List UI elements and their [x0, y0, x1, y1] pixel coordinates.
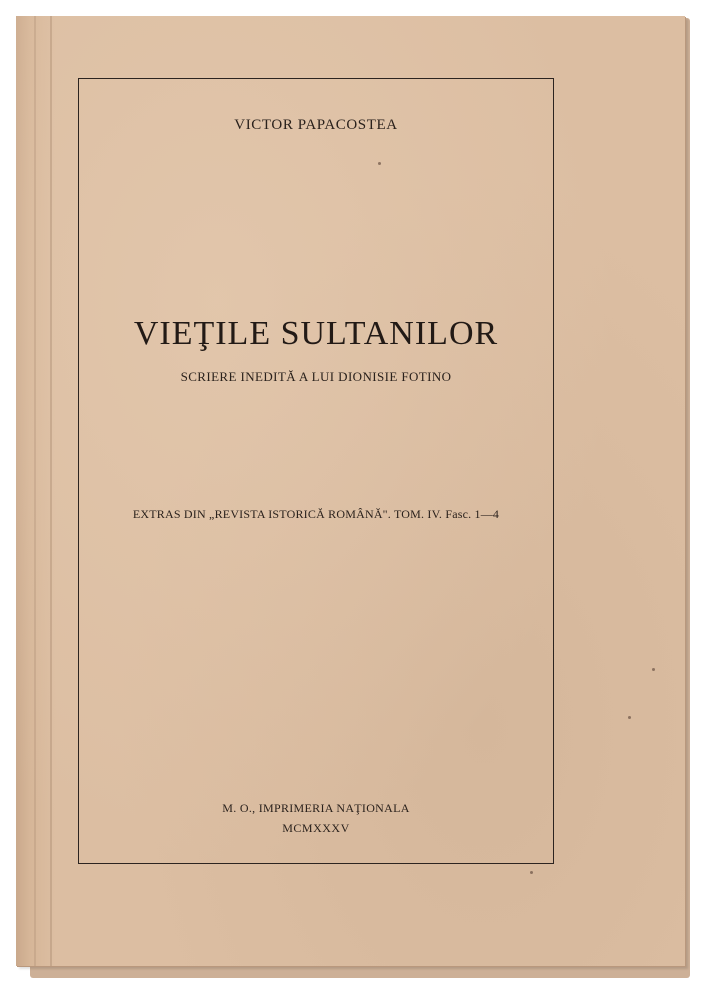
extract-note: EXTRAS DIN „REVISTA ISTORICĂ ROMÂNĂ". TOM. IV. Fasc. 1—4 — [132, 507, 500, 521]
paper-speck — [652, 668, 655, 671]
publication-year: MCMXXXV — [282, 821, 350, 835]
spine-crease — [50, 16, 52, 966]
book-cover — [16, 16, 685, 966]
paper-speck — [530, 871, 533, 874]
printer-name: M. O., IMPRIMERIA NAŢIONALA — [222, 801, 410, 815]
spine-crease — [34, 16, 36, 966]
book-title: VIEŢILE SULTANILOR — [133, 315, 499, 352]
author-name: VICTOR PAPACOSTEA — [234, 117, 398, 133]
book-subtitle: SCRIERE INEDITĂ A LUI DIONISIE FOTINO — [180, 369, 452, 384]
paper-speck — [628, 716, 631, 719]
cover-border-frame — [78, 78, 554, 864]
